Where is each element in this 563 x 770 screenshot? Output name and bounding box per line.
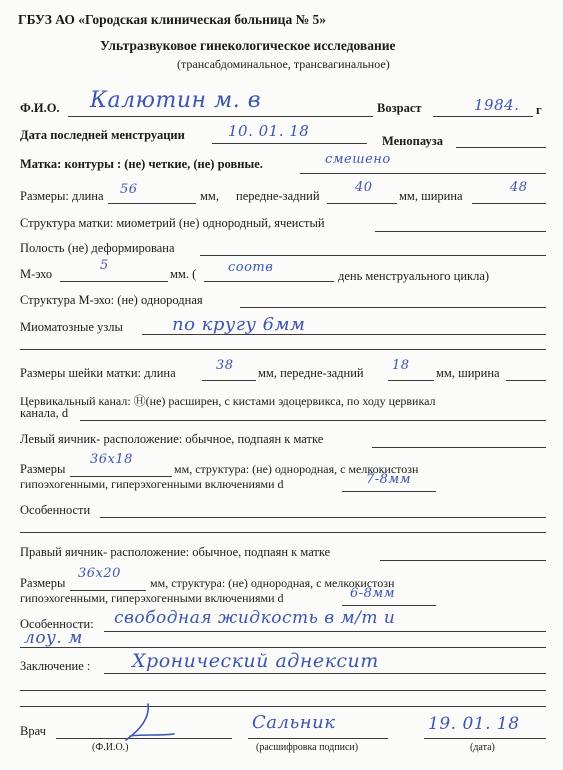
form-title: Ультразвуковое гинекологическое исследование: [100, 38, 396, 53]
cervix-mm2: мм, ширина: [436, 366, 500, 380]
myoma-label: Миоматозные узлы: [20, 320, 123, 334]
date-caption: (дата): [470, 742, 495, 753]
conclusion-line: [104, 673, 546, 674]
left-ovary-notes-line-2: [20, 532, 546, 533]
right-ovary-position-label: Правый яичник- расположение: обычное, подпаян к матке: [20, 545, 331, 559]
conclusion-line-2: [20, 690, 546, 691]
right-ovary-notes-line-2: [20, 647, 546, 648]
uterus-contours-label: Матка: контуры : (не) четкие, (не) ровные.: [20, 157, 263, 171]
mecho-day-label: день менструального цикла): [338, 269, 490, 283]
left-ovary-position-label: Левый яичник- расположение: обычное, подпаян к матке: [20, 432, 324, 446]
cervix-ap-value[interactable]: 18: [392, 358, 410, 373]
conclusion-value[interactable]: Хронический аднексит: [132, 650, 379, 672]
right-ovary-notes-line: [104, 631, 546, 632]
right-ovary-inclusions-line: [342, 605, 436, 606]
uterus-contours-line: [300, 173, 546, 174]
uterus-length-value[interactable]: 56: [120, 182, 138, 197]
cervix-size-label: Размеры шейки матки: длина: [20, 366, 176, 380]
uterus-structure-line: [375, 231, 546, 232]
cervix-mm1: мм, передне-задний: [258, 366, 364, 380]
right-ovary-notes-value[interactable]: свободная жидкость в м/т и: [114, 608, 396, 628]
right-ovary-size-value[interactable]: 36х20: [78, 566, 121, 581]
right-ovary-structure: мм, структура: (не) однородная, с мелкокистозн: [150, 576, 395, 590]
fio-label: Ф.И.О.: [20, 101, 60, 115]
left-ovary-size-value[interactable]: 36х18: [90, 452, 133, 467]
uterus-length-line: [108, 203, 196, 204]
mecho-day-value[interactable]: соотв: [228, 260, 274, 275]
uterus-width-value[interactable]: 48: [510, 180, 528, 195]
cervix-width-line: [506, 380, 546, 381]
cervix-length-value[interactable]: 38: [216, 358, 234, 373]
cervix-ap-line: [388, 380, 434, 381]
right-ovary-notes-value-2[interactable]: лоу. м: [24, 628, 83, 648]
mecho-label: М-эхо: [20, 267, 53, 281]
mecho-structure-line: [240, 307, 546, 308]
age-value[interactable]: 1984.: [474, 96, 520, 114]
cavity-label: Полость (не) деформирована: [20, 241, 175, 255]
menopause-line: [456, 147, 546, 148]
uterus-ap-value[interactable]: 40: [355, 180, 373, 195]
left-ovary-notes-label: Особенности: [20, 503, 91, 517]
decode-line: [248, 738, 388, 739]
myoma-line-2: [20, 349, 546, 350]
uterus-contours-value[interactable]: смешено: [325, 152, 391, 167]
left-ovary-inclusions-line: [342, 491, 436, 492]
fio-caption: (Ф.И.О.): [92, 742, 129, 753]
right-ovary-notes-label: Особенности:: [20, 617, 94, 631]
left-ovary-position-line: [372, 447, 546, 448]
left-ovary-inclusions-label: гипоэхогенными, гиперэхогенными включениями d: [20, 477, 284, 491]
uterus-ap-line: [327, 203, 397, 204]
menopause-label: Менопауза: [382, 134, 443, 148]
left-ovary-structure: мм, структура: (не) однородная, с мелкокистозн: [174, 462, 419, 476]
conclusion-label: Заключение :: [20, 659, 91, 673]
fio-value[interactable]: Калютин м. в: [90, 88, 262, 113]
lmp-line: [212, 143, 367, 144]
left-ovary-inclusions-value[interactable]: 7-8мм: [366, 472, 411, 487]
mecho-structure-label: Структура М-эхо: (не) однородная: [20, 293, 203, 307]
lmp-value[interactable]: 10. 01. 18: [228, 122, 310, 140]
doctor-signature: [120, 700, 180, 748]
cervical-canal-line: [80, 420, 546, 421]
cervical-canal-label-2: канала, d: [20, 406, 69, 420]
cervical-canal-label: Цервикальный канал: Ⓗ(не) расширен, с кистами эдоцервикса, по ходу цервикал: [20, 394, 436, 408]
uterus-length-label: Размеры: длина: [20, 189, 104, 203]
age-suffix: г: [536, 103, 542, 117]
conclusion-line-3: [20, 706, 546, 707]
decode-value[interactable]: Сальник: [252, 712, 336, 733]
org-name: ГБУЗ АО «Городская клиническая больница № 5»: [18, 12, 327, 27]
right-ovary-size-label: Размеры: [20, 576, 66, 590]
doctor-label: Врач: [20, 724, 46, 738]
fio-line: [68, 116, 373, 117]
uterus-mm2: мм, ширина: [399, 189, 463, 203]
cavity-line: [200, 255, 546, 256]
age-label: Возраст: [377, 101, 422, 115]
mecho-value[interactable]: 5: [100, 258, 109, 273]
right-ovary-inclusions-value[interactable]: 6-8мм: [350, 586, 395, 601]
myoma-value[interactable]: по кругу 6мм: [172, 314, 306, 335]
age-line: [433, 116, 533, 117]
left-ovary-notes-line: [100, 517, 546, 518]
uterus-structure-label: Структура матки: миометрий (не) однородный, ячеистый: [20, 216, 325, 230]
mecho-mm: мм. (: [170, 267, 197, 281]
mecho-day-line: [204, 281, 334, 282]
decode-caption: (расшифровка подписи): [256, 742, 359, 753]
mecho-line: [60, 281, 168, 282]
left-ovary-size-label: Размеры: [20, 462, 66, 476]
right-ovary-inclusions-label: гипоэхогенными, гиперэхогенными включениями d: [20, 591, 284, 605]
cervix-length-line: [202, 380, 256, 381]
lmp-label: Дата последней менструации: [20, 128, 185, 142]
right-ovary-position-line: [380, 560, 546, 561]
form-subtitle: (трансабдоминальное, трансвагинальное): [177, 57, 390, 71]
date-value[interactable]: 19. 01. 18: [428, 714, 520, 734]
date-line: [424, 738, 546, 739]
uterus-width-line: [472, 203, 546, 204]
uterus-mm1: мм,: [200, 189, 219, 203]
uterus-ap-label: передне-задний: [236, 189, 320, 203]
